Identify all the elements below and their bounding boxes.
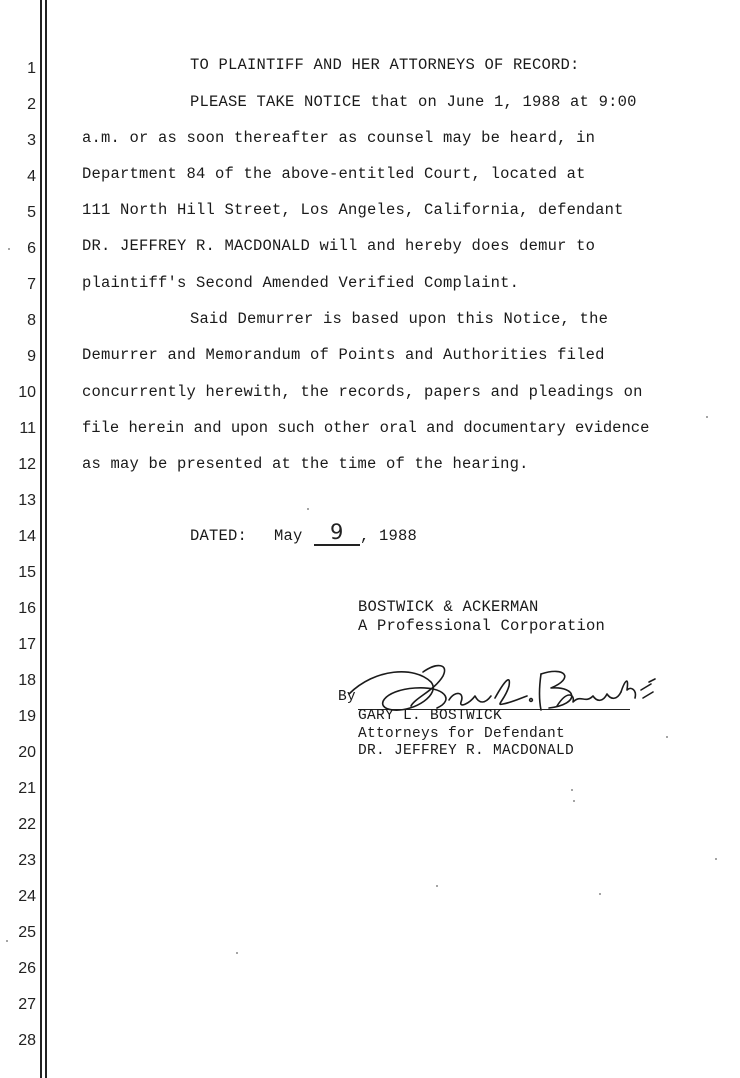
line-number: 2 <box>27 96 36 113</box>
line-number: 8 <box>27 312 36 329</box>
line-number: 23 <box>18 852 36 869</box>
body-line: PLEASE TAKE NOTICE that on June 1, 1988 at 9:00 <box>190 93 637 111</box>
body-line: 111 North Hill Street, Los Angeles, California, defendant <box>82 201 624 219</box>
line-number: 20 <box>18 744 36 761</box>
body-line: plaintiff's Second Amended Verified Complaint. <box>82 274 520 292</box>
dated-year: , 1988 <box>360 527 418 545</box>
scan-speck <box>436 885 438 887</box>
signer-name: GARY L. BOSTWICK <box>358 708 503 724</box>
line-number: 19 <box>18 708 36 725</box>
scan-speck <box>6 940 8 942</box>
scan-speck <box>8 248 10 250</box>
line-number: 14 <box>18 528 36 545</box>
line-number: 1 <box>27 60 36 77</box>
body-line: as may be presented at the time of the hearing. <box>82 455 529 473</box>
scan-speck <box>666 736 668 738</box>
body-line: Demurrer and Memorandum of Points and Authorities filed <box>82 346 605 364</box>
scan-speck <box>706 416 708 418</box>
margin-rule-left <box>40 0 42 1078</box>
margin-rule-right <box>45 0 47 1078</box>
line-number: 7 <box>27 276 36 293</box>
scan-speck <box>236 952 238 954</box>
line-number: 9 <box>27 348 36 365</box>
body-line: file herein and upon such other oral and documentary evidence <box>82 419 650 437</box>
scan-speck <box>571 789 573 791</box>
line-number: 3 <box>27 132 36 149</box>
by-label: By <box>338 689 356 705</box>
body-line: concurrently herewith, the records, papers and pleadings on <box>82 383 643 401</box>
dated-day-blank <box>314 544 360 546</box>
line-number: 21 <box>18 780 36 797</box>
salutation: TO PLAINTIFF AND HER ATTORNEYS OF RECORD: <box>190 56 580 74</box>
dated-day: 9 <box>330 520 344 544</box>
body-line: a.m. or as soon thereafter as counsel may be heard, in <box>82 129 596 147</box>
firm-type: A Professional Corporation <box>358 617 606 635</box>
body-line: Department 84 of the above-entitled Court, located at <box>82 165 586 183</box>
scan-speck <box>307 508 309 510</box>
line-number: 16 <box>18 600 36 617</box>
line-number: 22 <box>18 816 36 833</box>
line-number: 5 <box>27 204 36 221</box>
line-number: 11 <box>19 420 36 437</box>
signer-client: DR. JEFFREY R. MACDONALD <box>358 743 575 759</box>
line-number: 26 <box>18 960 36 977</box>
line-number: 28 <box>18 1032 36 1049</box>
scan-speck <box>599 893 601 895</box>
line-number: 15 <box>18 564 36 581</box>
firm-name: BOSTWICK & ACKERMAN <box>358 598 539 616</box>
line-number: 12 <box>18 456 36 473</box>
signer-role: Attorneys for Defendant <box>358 726 566 742</box>
body-line: DR. JEFFREY R. MACDONALD will and hereby does demur to <box>82 237 596 255</box>
line-number: 24 <box>18 888 36 905</box>
line-number: 10 <box>18 384 36 401</box>
line-number: 6 <box>27 240 36 257</box>
dated-label: DATED: <box>190 527 248 545</box>
scan-speck <box>715 858 717 860</box>
line-number: 4 <box>27 168 36 185</box>
line-number: 27 <box>18 996 36 1013</box>
scan-speck <box>573 800 575 802</box>
line-number: 13 <box>18 492 36 509</box>
line-number: 17 <box>18 636 36 653</box>
line-number: 25 <box>18 924 36 941</box>
dated-month: May <box>274 527 303 545</box>
body-line: Said Demurrer is based upon this Notice, the <box>190 310 609 328</box>
line-number: 18 <box>18 672 36 689</box>
